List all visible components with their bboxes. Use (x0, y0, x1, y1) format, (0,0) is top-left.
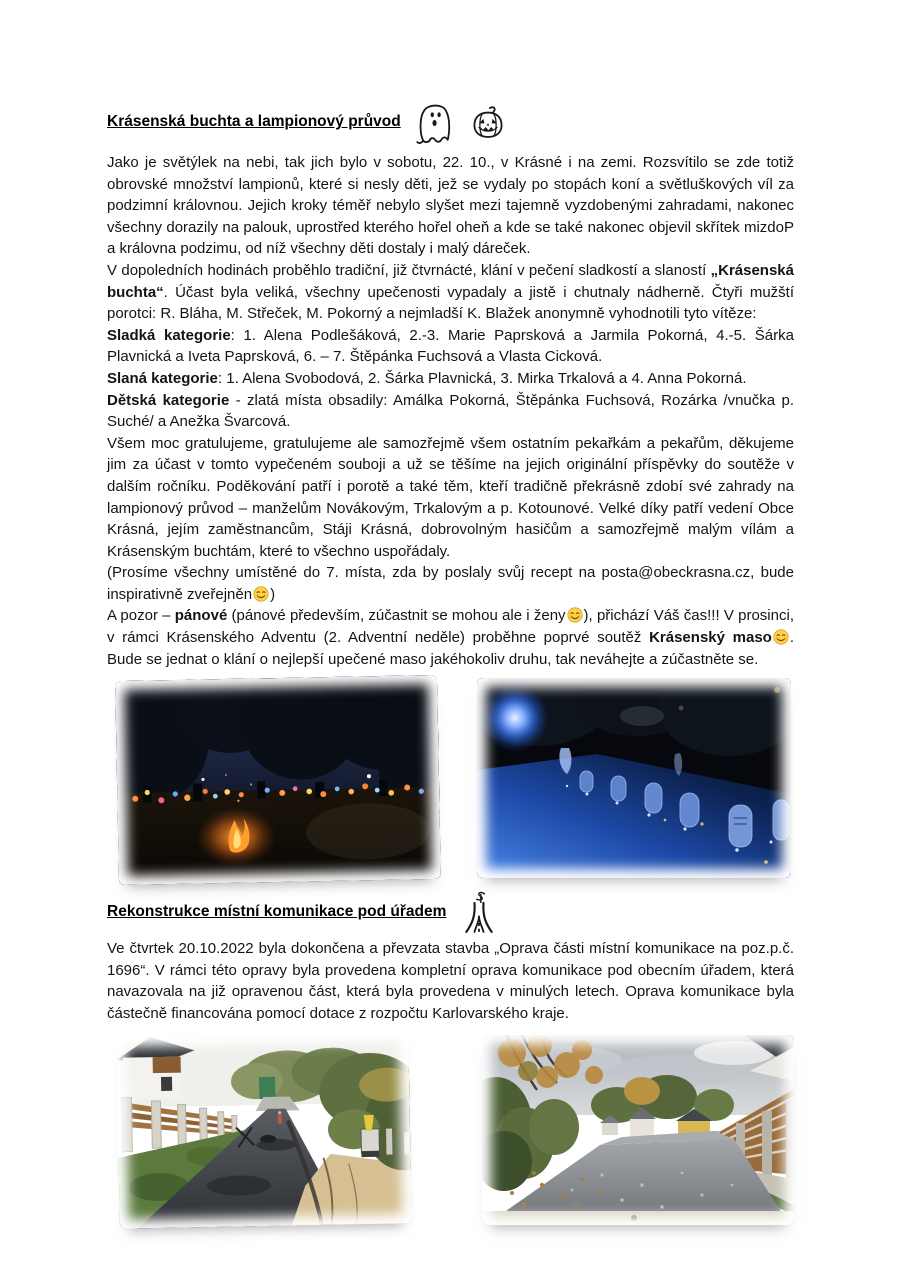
paragraph-road: Ve čtvrtek 20.10.2022 byla dokončena a převzata stavba „Oprava části místní komunikace na poz.p.č. 1696“. V rámci této opravy byla provedena kompletní oprava komunikace pod obecním úřadem, která navazovala na již opravenou část, která byla provedena v minulých letech. Oprava komunikace byla částečně financována pomocí dotace z rozpočtu Karlovarského kraje. (107, 940, 794, 1023)
photo-blue-graveyard (477, 678, 791, 878)
smiling-face-emoji (253, 584, 269, 600)
bold-text-run: „Krásenská buchta“ (107, 261, 794, 301)
article-rekonstrukce-title: Rekonstrukce místní komunikace pod úřadem (107, 903, 447, 921)
photo-row-lampion (117, 678, 794, 882)
bold-text-run: Krásenský maso (649, 629, 772, 647)
text-run: . Bude se jednat o klání o nejlepší upečené maso jakéhokoliv druhu, tak neváhejte a zúčastněte se. (107, 629, 794, 668)
smiling-face-emoji (773, 627, 789, 643)
bold-text-run: Slaná kategorie (107, 369, 218, 387)
paragraph-thanks: Všem moc gratulujeme, gratulujeme ale samozřejmě všem ostatním pekařkám a pekařům, děkujeme jim za účast v tomto vypečeném souboji a už se těšíme na jejich originální příspěvky do soutěže v dalším ročníku. Poděkování patří i porotě a také těm, kteří tradičně překrásně zdobí své zahrady na lampionový průvod – manželům Novákovým, Trkalovým a p. Kotounové. Velké díky patří vedení Obce Krásná, jejím zaměstnancům, Stáji Krásná, dobrovolným hasičům a samozřejmě malým vílám a Krásenským buchtám, které to všechno uspořádaly. (107, 434, 794, 560)
text-run: . Účast byla veliká, všechny upečenosti vypadaly a jistě i chutnaly nádherně. Čtyři mužští porotci: R. Bláha, M. Střeček, M. Pokorný a nejmladší K. Blažek anonymně vyhodnotili tyto vítěze: (107, 283, 794, 323)
ghost-icon (415, 99, 455, 146)
text-run: : 1. Alena Svobodová, 2. Šárka Plavnická, 3. Mirka Trkalová a 4. Anna Pokorná. (217, 369, 747, 387)
bold-text-run: Sladká kategorie (107, 326, 231, 344)
article-buchta (107, 96, 794, 882)
text-run: A pozor – (107, 607, 175, 625)
text-run: (Prosíme všechny umístěné do 7. místa, zda by poslaly svůj recept na posta@obeckrasna.cz, bude inspirativně zveřejněn (107, 564, 794, 603)
photo-bonfire-night (115, 675, 441, 885)
bold-text-run: pánové (174, 607, 228, 625)
paragraph-sweet-category (107, 325, 794, 368)
paragraph-competition (107, 260, 794, 325)
paragraph-intro: Jako je světýlek na nebi, tak jich bylo v sobotu, 22. 10., v Krásné i na zemi. Rozsvítilo se zde totiž obrovské množství lampionů, které si nesly děti, jež se vydaly po stopách koní a světluškových víl za podzimní královnou. Jejich kroky téměř nebylo slyšet mezi tajemně vyzdobenými zahradami, nakonec všechny dorazily na palouk, uprostřed kterého hořel oheň a kde se také nakonec objevil skřítek mizdoP a královna podzimu, od níž všechny děti dostaly i malý dáreček. (107, 154, 794, 258)
text-run: : 1. Alena Podlešáková, 2.-3. Marie Paprsková a Jarmila Pokorná, 4.-5. Šárka Plavnická a Iveta Paprsková, 6. – 7. Štěpánka Fuchsová a Vlasta Cicková. (107, 326, 794, 366)
article-rekonstrukce (107, 888, 794, 1225)
text-run: (pánové především, zúčastnit se mohou ale i ženy (227, 607, 566, 625)
bold-text-run: Dětská kategorie (107, 391, 230, 409)
paragraph-kids-category (107, 390, 794, 433)
paragraph-salty-category (107, 368, 794, 390)
text-run: - zlatá místa obsadily: Amálka Pokorná, Štěpánka Fuchsová, Rozárka /vnučka p. Suché/ a Anežka Švarcová. (107, 391, 794, 431)
paragraph-recipe-request (107, 562, 794, 605)
text-run: V dopoledních hodinách proběhlo tradiční, již čtvrnácté, klání v pečení sladkostí a slaností (107, 261, 711, 279)
smiling-face-emoji (567, 605, 583, 621)
article-buchta-title: Krásenská buchta a lampionový průvod (107, 113, 401, 130)
pumpkin-icon (469, 105, 507, 140)
paragraph-announcement (107, 605, 794, 670)
photo-row-road (118, 1035, 794, 1226)
article-buchta-header (107, 96, 794, 148)
text-run: ), přichází Váš čas!!! V prosinci, v rámci Krásenského Adventu (2. Adventní neděle) proběhne poprvé soutěž (107, 607, 794, 647)
photo-road-finished (482, 1035, 794, 1225)
article-rekonstrukce-header (107, 888, 794, 936)
road-fork-icon (460, 890, 498, 934)
photo-road-construction (116, 1032, 412, 1229)
text-run: ) (270, 585, 276, 603)
